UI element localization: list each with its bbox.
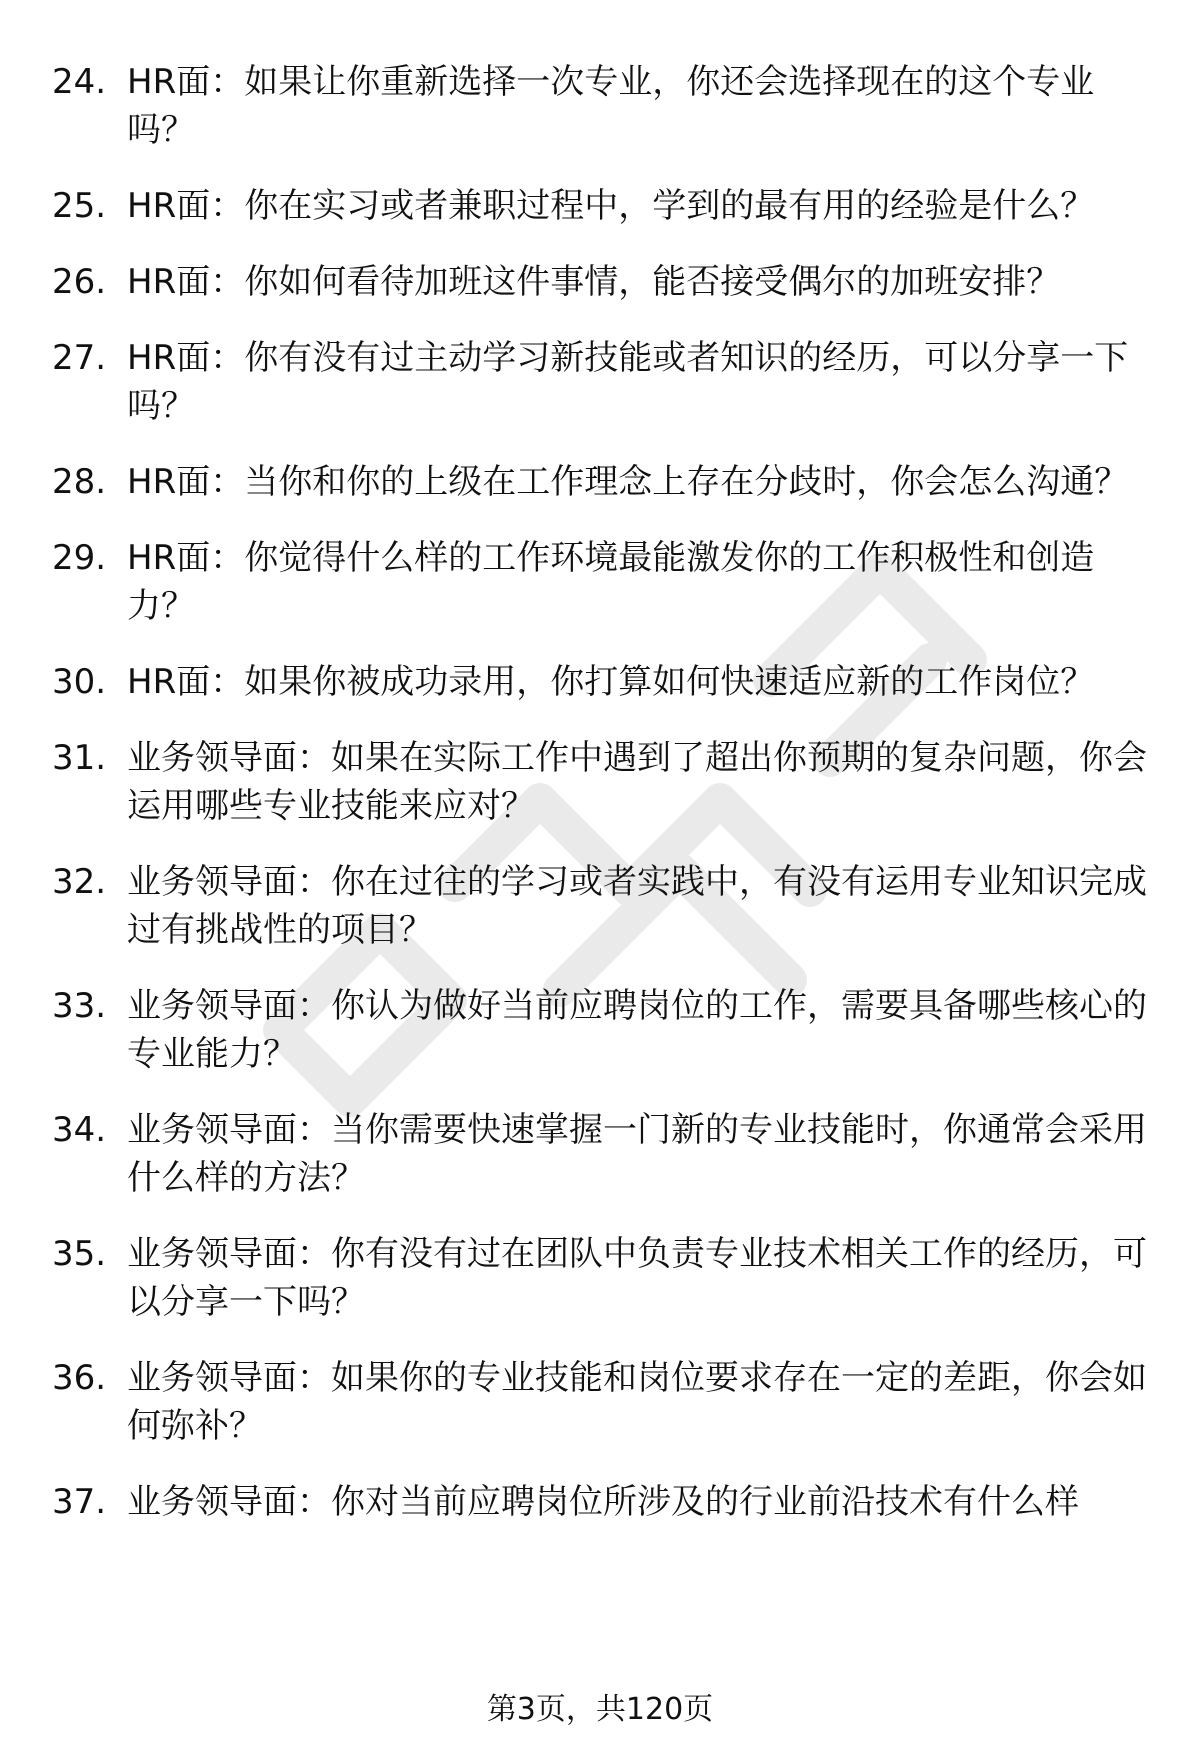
question-number: 37. [52,1482,107,1522]
question-number: 30. [52,662,107,702]
question-item [52,1230,1152,1326]
question-item [52,734,1152,830]
question-item [52,458,1152,506]
question-number: 24. [52,62,107,102]
question-number: 28. [52,462,107,502]
question-text: 业务领导面：如果你的专业技能和岗位要求存在一定的差距，你会如何弥补？ [127,1358,1147,1446]
question-number: 33. [52,986,107,1026]
question-text: 业务领导面：你认为做好当前应聘岗位的工作，需要具备哪些核心的专业能力？ [127,986,1147,1074]
question-item [52,858,1152,954]
page-footer: 第3页，共120页 [486,1692,714,1727]
question-number: 25. [52,186,107,226]
question-number: 27. [52,338,107,378]
question-text: 业务领导面：你在过往的学习或者实践中，有没有运用专业知识完成过有挑战性的项目？ [127,862,1147,950]
question-number: 35. [52,1234,107,1274]
question-text: HR面：你有没有过主动学习新技能或者知识的经历，可以分享一下吗？ [127,338,1129,426]
question-text: HR面：你觉得什么样的工作环境最能激发你的工作积极性和创造力？ [127,538,1095,626]
question-item [52,534,1152,630]
question-text: HR面：如果你被成功录用，你打算如何快速适应新的工作岗位？ [127,662,1095,702]
question-text: HR面：如果让你重新选择一次专业，你还会选择现在的这个专业吗？ [127,62,1095,150]
question-text: 业务领导面：你对当前应聘岗位所涉及的行业前沿技术有什么样 [127,1482,1079,1522]
question-list [52,58,1152,1526]
question-item [52,1354,1152,1450]
question-item [52,182,1152,230]
question-text: HR面：你在实习或者兼职过程中，学到的最有用的经验是什么？ [127,186,1095,226]
question-item [52,258,1152,306]
question-text: 业务领导面：如果在实际工作中遇到了超出你预期的复杂问题，你会运用哪些专业技能来应对？ [127,738,1147,826]
question-item [52,658,1152,706]
question-number: 36. [52,1358,107,1398]
question-number: 26. [52,262,107,302]
question-text: HR面：你如何看待加班这件事情，能否接受偶尔的加班安排？ [127,262,1061,302]
question-text: 业务领导面：当你需要快速掌握一门新的专业技能时，你通常会采用什么样的方法？ [127,1110,1147,1198]
question-item [52,58,1152,154]
question-text: 业务领导面：你有没有过在团队中负责专业技术相关工作的经历，可以分享一下吗？ [127,1234,1147,1322]
question-item [52,334,1152,430]
question-item [52,1106,1152,1202]
question-item [52,1478,1152,1526]
question-item [52,982,1152,1078]
question-number: 34. [52,1110,107,1150]
question-number: 29. [52,538,107,578]
question-text: HR面：当你和你的上级在工作理念上存在分歧时，你会怎么沟通？ [127,462,1129,502]
question-number: 32. [52,862,107,902]
question-number: 31. [52,738,107,778]
